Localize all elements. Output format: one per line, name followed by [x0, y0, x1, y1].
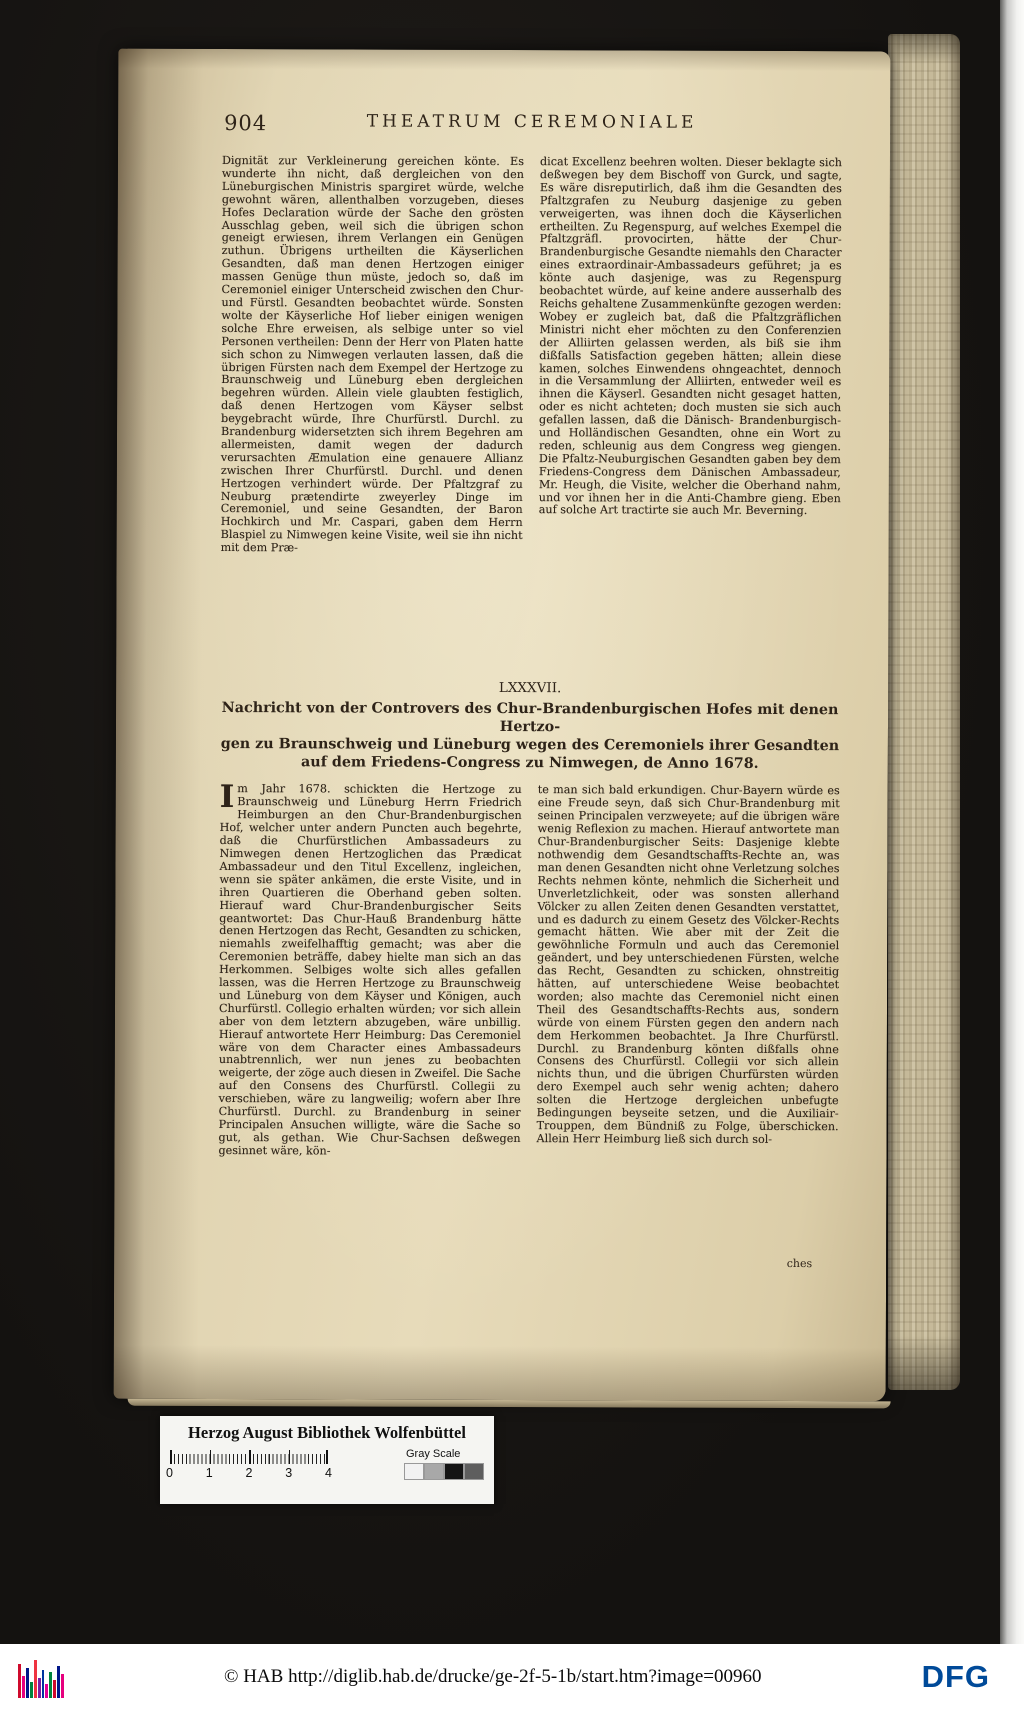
copyright-url-text: © HAB http://diglib.hab.de/drucke/ge-2f-5-1b/start.htm?image=00960 — [224, 1666, 762, 1687]
gray-scale-swatch — [404, 1463, 424, 1480]
section-heading-line-2: gen zu Braunschweig und Lüneburg wegen des Ceremoniels ihrer Gesandten — [220, 735, 840, 754]
gray-scale-swatch — [464, 1463, 484, 1480]
ruler-number: 0 — [166, 1466, 173, 1480]
ruler-ticks — [170, 1454, 328, 1464]
hab-color-barcode-icon — [18, 1656, 64, 1698]
gray-scale-swatches — [404, 1463, 484, 1480]
text-block-2 — [218, 779, 840, 1255]
ruler-number: 1 — [205, 1466, 213, 1480]
ruler-numbers — [166, 1466, 332, 1480]
ruler-number: 4 — [325, 1466, 332, 1480]
gray-scale-swatch — [444, 1463, 464, 1480]
gray-scale-block — [404, 1448, 484, 1480]
text-column-left: Dignität zur Verkleinerung gereichen könte. Es wunderte ihn nicht, daß dergleichen von den Lüneburgischen Ministris spargiret würde, welche gewohnt wären, allenthalben vorzugeben, dieses Hofes Declaration würde der Sache den grösten Ausschlag geben, weil sich die übrigen schon geneigt erwiesen, ihrem Verlangen ein Genügen zuthun. Übrigens urtheilten die Käyserlichen Gesandten, daß man denen Hertzogen einiger massen Genüge thun müste, jedoch so, daß im Ceremoniel einiger Unterscheid zwischen den Chur- und Fürstl. Gesandten beobachtet würde. Sonsten wolte der Käyserliche Hof lieber einigen wenigen solche Ehre erweisen, als selbige unter so viel Personen vertheilen: Denn der Herr von Platen hatte sich schon zu Nimwegen verlauten lassen, daß die übrigen Fürsten nach dem Exempel der Hertzoge zu Braunschweig und Lüneburg eben dergleichen begehren würden. Allein viele glaubten festiglich, daß denen Hertzogen vom Käyser selbst beygebracht würde, Ihre Churfürstl. Durchl. zu Brandenburg widersetzten sich ihrem Begehren am allermeisten, damit wegen der dadurch verursachten Æmulation eine genauere Allianz zwischen Ihrer Churfürstl. Durchl. und denen Hertzogen verhindert würde. Der Pfaltzgraf zu Neuburg prætendirte zweyerley Dinge im Ceremoniel, und seine Gesandten, der Baron Hochkirch und Mr. Caspari, gaben dem Herrn Blaspiel zu Nimwegen keine Visite, weil sie ihn nicht mit dem Præ- — [220, 154, 524, 555]
text-column-right: te man sich bald erkundigen. Chur-Bayern würde es eine Freude seyn, daß sich Chur-Brandenburg mit seinen Principalen verzweyete; auf die übrigen wäre wenig Reflexion zu machen. Hierauf antwortete man Chur-Brandenburgischer Seits: Dasjenige klebte nothwendig dem Gesandtschaffts-Rechte an, was man denen Gesandten nicht ohne Verletzung solches Rechts nehmen könte, nehmlich die Sicherheit und Unverletzlichkeit, oder was sonsten allerhand Völcker zu allen Zeiten denen Gesandten verstattet, und es dadurch zu einem Gesetz des Völcker-Rechts gemacht hätten. Wie aber mit der Zeit die gewöhnliche Formuln und auch das Ceremoniel geändert, und bey unterschiedenen Fürsten, welche das Recht, Gesandten zu schicken, ohnstreitig hätten, auf unterschiedene Weise beobachtet worden; also machte das Ceremoniel nicht einen Theil des Gesandtschaffts-Rechts aus, sondern würde von einem Fürsten gegen den andern nach dem Herkommen beobachtet. Ja Ihre Churfürstl. Durchl. zu Brandenburg könten dißfalls ohne Consens des Churfürstl. Collegii vor sich allein nichts thun, und die übrigen Churfürsten würden dero Exempel auch sehr wenig achten; dahero solten die Hertzoge dergleichen unbefugte Bedingungen beyseite setzen, und die Auxiliair-Trouppen, dem Bündniß zu Folge, überschicken. Allein Herr Heimburg ließ sich durch sol- — [536, 783, 840, 1146]
section-heading-line-3: auf dem Friedens-Congress zu Nimwegen, de Anno 1678. — [301, 753, 759, 772]
footer-bar — [0, 1644, 1024, 1710]
gray-scale-label: Gray Scale — [406, 1448, 461, 1460]
page-header — [222, 111, 842, 143]
library-label-card — [160, 1416, 494, 1504]
label-calibration-row — [166, 1448, 484, 1480]
section-numeral: LXXXVII. — [498, 679, 562, 697]
page-number: 904 — [224, 111, 268, 136]
ruler-number: 2 — [245, 1466, 253, 1480]
scanner-edge-strip — [1000, 0, 1024, 1646]
ruler-number: 3 — [285, 1466, 293, 1480]
book-page — [114, 49, 891, 1402]
page-text-area — [114, 49, 890, 1271]
catchword: ches — [786, 1257, 813, 1271]
dfg-logo: DFG — [921, 1659, 990, 1694]
text-column-right: dicat Excellenz beehren wolten. Dieser beklagte sich deßwegen bey dem Bischoff von Gurck, und sagte, Es wäre disreputirlich, daß ihm die Gesandten des Pfaltzgrafen zu Neuburg dasjenige zu geben verweigerten, was ihnen doch die Käyserlichen ertheilten. Zu Regenspurg, auf welches Exempel die Pfaltzgräfl. provocirten, hätte der Chur-Brandenburgische Gesandte niemahls den Character eines extraordinair-Ambassadeurs geführet; ja es könte auch dasjenige, was zu Regenspurg beobachtet würde, auf keine andere ausserhalb des Reichs gehaltene Zusammenkünfte gezogen werden: Wobey er zugleich bat, daß die Pfaltzgräflichen Ministri nicht eher möchten zu den Conferenzien der Alliirten gelassen werden, als biß sie ihm dißfalls Satisfaction gegeben hätten; allein diese kamen, solches Einwendens ohngeachtet, dennoch in die Versammlung der Alliirten, entweder weil es ihnen die Käyserl. Gesandten nicht gesaget hatten, oder es nicht achteten; doch musten sie sich auch gefallen lassen, daß die Dänisch- Brandenburgisch- und Holländischen Gesandten, ohne ein Wort zu reden, schleunig aus dem Congress weg giengen. Die Pfaltz-Neuburgischen Gesandten gaben bey dem Friedens-Congress dem Dänischen Ambassadeur, Mr. Heugh, die Visite, welcher die Oberhand nahm, und vor ihnen her in die Anti-Chambre gieng. Eben auf solche Art tractirte sie auch Mr. Beverning. — [538, 155, 842, 518]
section-heading — [220, 700, 840, 774]
running-title: THEATRUM CEREMONIALE — [366, 111, 698, 133]
section-heading-line-1: Nachricht von der Controvers des Chur-Brandenburgischen Hofes mit denen Hertzo- — [221, 700, 839, 736]
text-block-1 — [220, 155, 842, 677]
library-name: Herzog August Bibliothek Wolfenbüttel — [188, 1423, 466, 1442]
gray-scale-swatch — [424, 1463, 444, 1480]
cm-ruler — [166, 1450, 340, 1480]
book-fore-edge — [888, 34, 960, 1390]
text-column-left: Im Jahr 1678. schickten die Hertzoge zu Braunschweig und Lüneburg Herrn Friedrich Heimburgen an den Chur-Brandenburgischen Hof, welcher unter andern Puncten auch begehrte, daß die Churfürstlichen Ambassadeurs zu Nimwegen denen Hertzoglichen das Prædicat Ambassadeur und den Titul Excellenz, ingleichen, wenn sie später ankämen, die erste Visite, und in ihren Quartieren die Oberhand geben solten. Hierauf ward Chur-Brandenburgischer Seits geantwortet: Das Chur-Hauß Brandenburg hätte denen Hertzogen das Recht, Gesandten zu schicken, niemahls zweifelhafftig gemacht; was aber die Ceremonien beträffe, dabey hielte man sich an das Herkommen. Selbiges wolte sich alles gefallen lassen, was die Herren Hertzoge zu Braunschweig und Lüneburg von dem Käyser und Königen, auch Churfürstl. Collegio erhalten würden; vor sich allein aber von dem letztern abzugeben, wäre unbillig. Hierauf antwortete Herr Heimburg: Das Ceremoniel wäre von dem Character eines Ambassadeurs unabtrennlich, wer nun jenes zu beobachten weigerte, der zöge auch diesen in Zweifel. Die Sache auf den Consens des Churfürstl. Collegii zu verschieben, wäre zu langweilig; wofern aber Ihre Churfürstl. Durchl. zu Brandenburg in seiner Principalen Ansuchen willigte, wäre die Sache so gut, als gethan. Wie Chur-Sachsen deßwegen gesinnet wäre, kön- — [218, 779, 522, 1158]
